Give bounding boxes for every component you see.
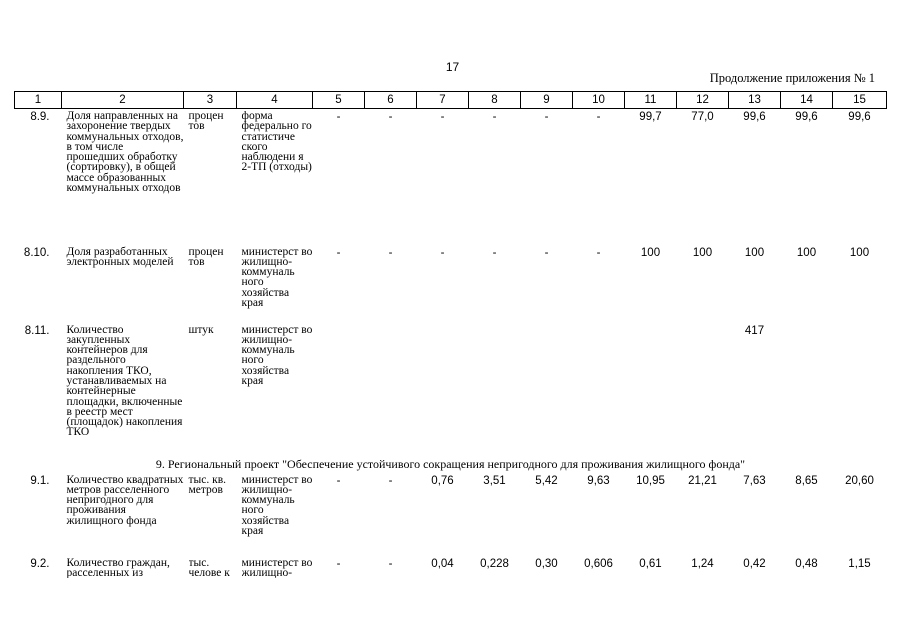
- column-number-2: 2: [62, 92, 184, 109]
- column-number-6: 6: [365, 92, 417, 109]
- data-source: министерст во жилищно-коммуналь ного хозяйства края: [241, 473, 313, 537]
- row-number-text: 9.2.: [30, 557, 50, 570]
- value-col-10: 0,606: [584, 557, 613, 570]
- value-col-9: -: [544, 246, 549, 259]
- value-col-13: 100: [744, 246, 765, 259]
- value-col-8: -: [492, 246, 497, 259]
- value-col-13: 417: [744, 324, 765, 337]
- column-number-13: 13: [729, 92, 781, 109]
- value-col-15: 100: [849, 246, 870, 259]
- value-col-12: 100: [692, 246, 713, 259]
- row-number: 8.10.: [23, 246, 50, 259]
- value-col-8: -: [492, 111, 497, 123]
- value-col-9: 5,42: [535, 474, 558, 487]
- value-col-14: 100: [796, 246, 817, 259]
- value-col-5: -: [336, 111, 341, 123]
- value-col-6: -: [388, 474, 393, 487]
- value-col-15: 1,15: [848, 557, 871, 570]
- data-source: министерст во жилищно-коммуналь ного хозяйства края: [241, 245, 313, 309]
- column-number-3: 3: [184, 92, 237, 109]
- value-col-7: -: [440, 111, 445, 123]
- column-number-14: 14: [781, 92, 833, 109]
- value-col-15: 20,60: [845, 474, 874, 487]
- unit-of-measure: штук: [188, 323, 214, 336]
- value-col-9: 0,30: [535, 557, 558, 570]
- value-col-7: 0,04: [431, 557, 454, 570]
- table-row: [15, 556, 887, 602]
- column-number-10: 10: [573, 92, 625, 109]
- page-number: 17: [445, 60, 460, 74]
- data-source: форма федерально го статистиче ского наблюдени я 2-ТП (отходы): [241, 110, 312, 174]
- row-number: 9.1.: [30, 474, 50, 487]
- table-row: [15, 473, 887, 556]
- value-col-12: 1,24: [691, 557, 714, 570]
- value-col-14: [781, 323, 833, 457]
- section-title: 9. Региональный проект "Обеспечение устойчивого сокращения непригодного для проживания жилищного фонда": [155, 457, 746, 471]
- column-number-header-row: [15, 92, 887, 109]
- table-row: [15, 109, 887, 245]
- value-col-5: [313, 323, 365, 457]
- indicator-name: Количество закупленных контейнеров для раздельного накопления ТКО, устанавливаемых на контейнерные площадки, включенные в реестр мест (площадок) накопления ТКО: [66, 323, 183, 439]
- data-source: министерст во жилищно-коммуналь ного хозяйства края: [241, 323, 313, 387]
- value-col-8: 0,228: [480, 557, 509, 570]
- appendix-continuation-note: Продолжение приложения № 1: [709, 71, 875, 85]
- value-col-11: [625, 323, 677, 457]
- value-col-14: 0,48: [795, 557, 818, 570]
- section-header-row: [15, 457, 887, 473]
- value-col-6: -: [388, 111, 393, 123]
- unit-of-measure-text: тыс. челове к: [188, 557, 230, 579]
- value-col-5: -: [336, 557, 341, 570]
- table-row: [15, 245, 887, 323]
- value-col-6: [365, 323, 417, 457]
- indicator-name: [62, 556, 184, 602]
- data-source-text: министерст во жилищно-: [241, 557, 313, 579]
- value-col-8: 3,51: [483, 474, 506, 487]
- value-col-6: -: [388, 246, 393, 259]
- value-col-12: 21,21: [688, 474, 717, 487]
- value-col-6: -: [388, 557, 393, 570]
- indicator-name: Доля направленных на захоронение твердых коммунальных отходов, в том числе прошедших обработку (сортировку), в общей массе образованных коммунальных отходов: [66, 110, 184, 195]
- row-number: [15, 556, 62, 602]
- column-number-15: 15: [833, 92, 887, 109]
- unit-of-measure: процен тов: [188, 110, 224, 133]
- data-source: [237, 556, 313, 602]
- value-col-5: -: [336, 474, 341, 487]
- value-col-7: -: [440, 246, 445, 259]
- column-number-8: 8: [469, 92, 521, 109]
- indicator-name: Доля разработанных электронных моделей: [66, 245, 174, 268]
- value-col-10: 9,63: [587, 474, 610, 487]
- value-col-7: [417, 323, 469, 457]
- indicator-name: Количество квадратных метров расселенного непригодного для проживания жилищного фонда: [66, 473, 184, 527]
- value-col-11: 0,61: [639, 557, 662, 570]
- unit-of-measure: тыс. кв. метров: [188, 473, 226, 496]
- value-col-14: 8,65: [795, 474, 818, 487]
- value-col-11: 99,7: [639, 111, 662, 123]
- indicator-name-text: Количество граждан, расселенных из: [66, 557, 170, 579]
- column-number-1: 1: [15, 92, 62, 109]
- value-col-7: 0,76: [431, 474, 454, 487]
- value-col-12: [677, 323, 729, 457]
- column-number-5: 5: [313, 92, 365, 109]
- column-number-12: 12: [677, 92, 729, 109]
- value-col-11: 10,95: [636, 474, 665, 487]
- value-col-11: 100: [640, 246, 661, 259]
- value-col-9: -: [544, 111, 549, 123]
- column-number-4: 4: [237, 92, 313, 109]
- unit-of-measure: процен тов: [188, 245, 224, 268]
- value-col-10: -: [596, 246, 601, 259]
- value-col-12: 77,0: [691, 111, 714, 123]
- column-number-11: 11: [625, 92, 677, 109]
- value-col-5: -: [336, 246, 341, 259]
- indicators-table: [14, 91, 887, 602]
- value-col-14: 99,6: [795, 111, 818, 123]
- value-col-15: [833, 323, 887, 457]
- value-col-13: 0,42: [743, 557, 766, 570]
- column-number-9: 9: [521, 92, 573, 109]
- column-number-7: 7: [417, 92, 469, 109]
- value-col-9: [521, 323, 573, 457]
- row-number: 8.11.: [24, 324, 50, 337]
- value-col-13: 99,6: [743, 111, 766, 123]
- unit-of-measure: [184, 556, 237, 602]
- value-col-15: 99,6: [848, 111, 871, 123]
- value-col-13: 7,63: [743, 474, 766, 487]
- value-col-10: [573, 323, 625, 457]
- value-col-10: -: [596, 111, 601, 123]
- table-row: [15, 323, 887, 457]
- row-number: 8.9.: [30, 111, 50, 123]
- value-col-8: [469, 323, 521, 457]
